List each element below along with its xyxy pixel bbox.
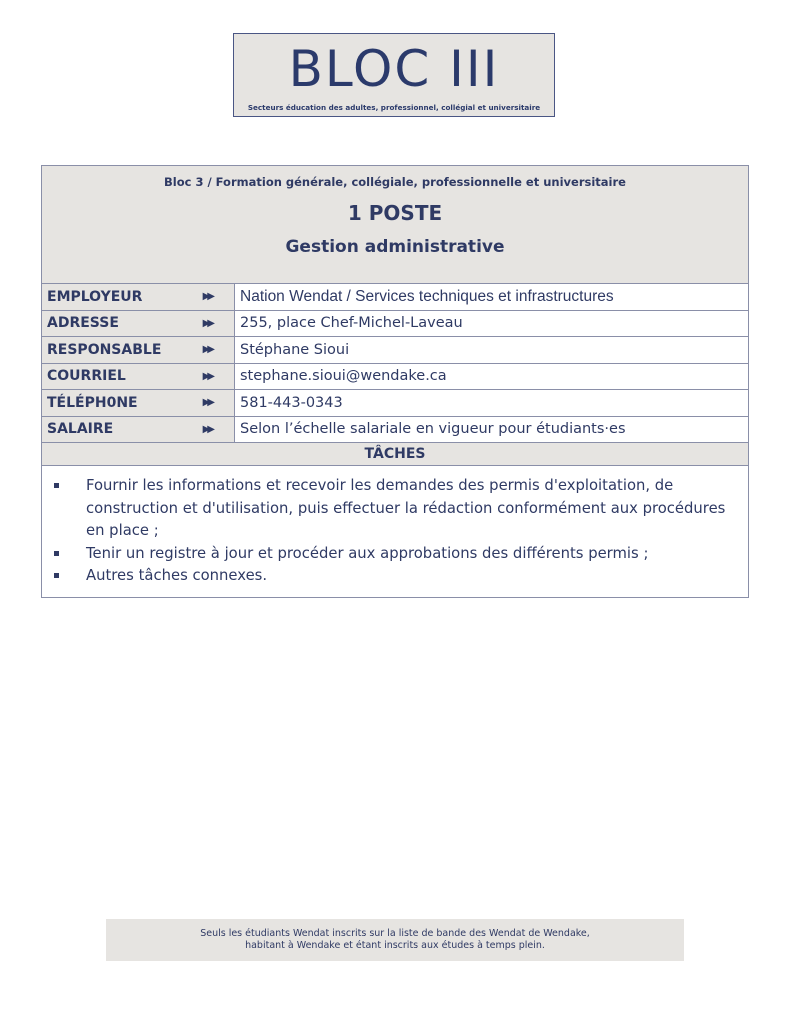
row-adresse — [42, 311, 748, 338]
task-text: Tenir un registre à jour et procéder aux approbations des différents permis ; — [86, 544, 649, 562]
label-salaire: SALAIRE — [47, 421, 114, 438]
value-employeur: Nation Wendat / Services techniques et infrastructures — [240, 287, 614, 305]
list-item — [50, 565, 732, 588]
value-responsable: Stéphane Sioui — [240, 341, 350, 358]
task-text: Autres tâches connexes. — [86, 567, 268, 584]
fast-forward-icon: ▶▶ — [202, 397, 212, 409]
value-telephone: 581-443-0343 — [240, 394, 343, 411]
row-courriel — [42, 364, 748, 391]
fast-forward-icon: ▶▶ — [202, 317, 212, 329]
bloc-label: Bloc 3 / Formation générale, collégiale, professionnelle et universitaire — [164, 175, 626, 189]
value-adresse: 255, place Chef-Michel-Laveau — [240, 315, 463, 332]
label-adresse: ADRESSE — [47, 315, 119, 332]
list-item — [50, 543, 732, 566]
row-employeur — [42, 284, 748, 311]
eligibility-note — [106, 919, 684, 961]
label-employeur: EMPLOYEUR — [47, 288, 143, 305]
row-responsable — [42, 337, 748, 364]
fast-forward-icon: ▶▶ — [202, 291, 212, 303]
task-text: Fournir les informations et recevoir les demandes des permis d'exploitation, de construction et d'utilisation, puis effectuer la rédaction conformément aux procédures en place ; — [86, 477, 726, 539]
square-bullet-icon — [54, 551, 59, 556]
bloc-logo — [233, 33, 555, 117]
fast-forward-icon: ▶▶ — [202, 344, 212, 356]
footer-line-2: habitant à Wendake et étant inscrits aux études à temps plein. — [245, 940, 545, 951]
label-telephone: TÉLÉPH0NE — [47, 394, 138, 411]
job-header — [42, 166, 748, 284]
taches-heading: TÂCHES — [42, 443, 748, 466]
task-list — [42, 466, 748, 597]
fast-forward-icon: ▶▶ — [202, 370, 212, 382]
square-bullet-icon — [54, 483, 59, 488]
square-bullet-icon — [54, 573, 59, 578]
list-item — [50, 475, 732, 543]
fast-forward-icon: ▶▶ — [202, 423, 212, 435]
value-courriel[interactable]: stephane.sioui@wendake.ca — [240, 368, 447, 385]
logo-title: BLOC III — [288, 40, 500, 98]
label-courriel: COURRIEL — [47, 368, 126, 385]
label-responsable: RESPONSABLE — [47, 341, 162, 358]
row-salaire — [42, 417, 748, 444]
logo-subtitle: Secteurs éducation des adultes, professionnel, collégial et universitaire — [247, 103, 541, 112]
footer-line-1: Seuls les étudiants Wendat inscrits sur la liste de bande des Wendat de Wendake, — [200, 928, 590, 939]
row-telephone — [42, 390, 748, 417]
poste-count: 1 POSTE — [347, 201, 443, 225]
value-salaire: Selon l’échelle salariale en vigueur pour étudiants·es — [240, 421, 626, 438]
job-domain: Gestion administrative — [285, 237, 505, 257]
job-card — [41, 165, 749, 598]
